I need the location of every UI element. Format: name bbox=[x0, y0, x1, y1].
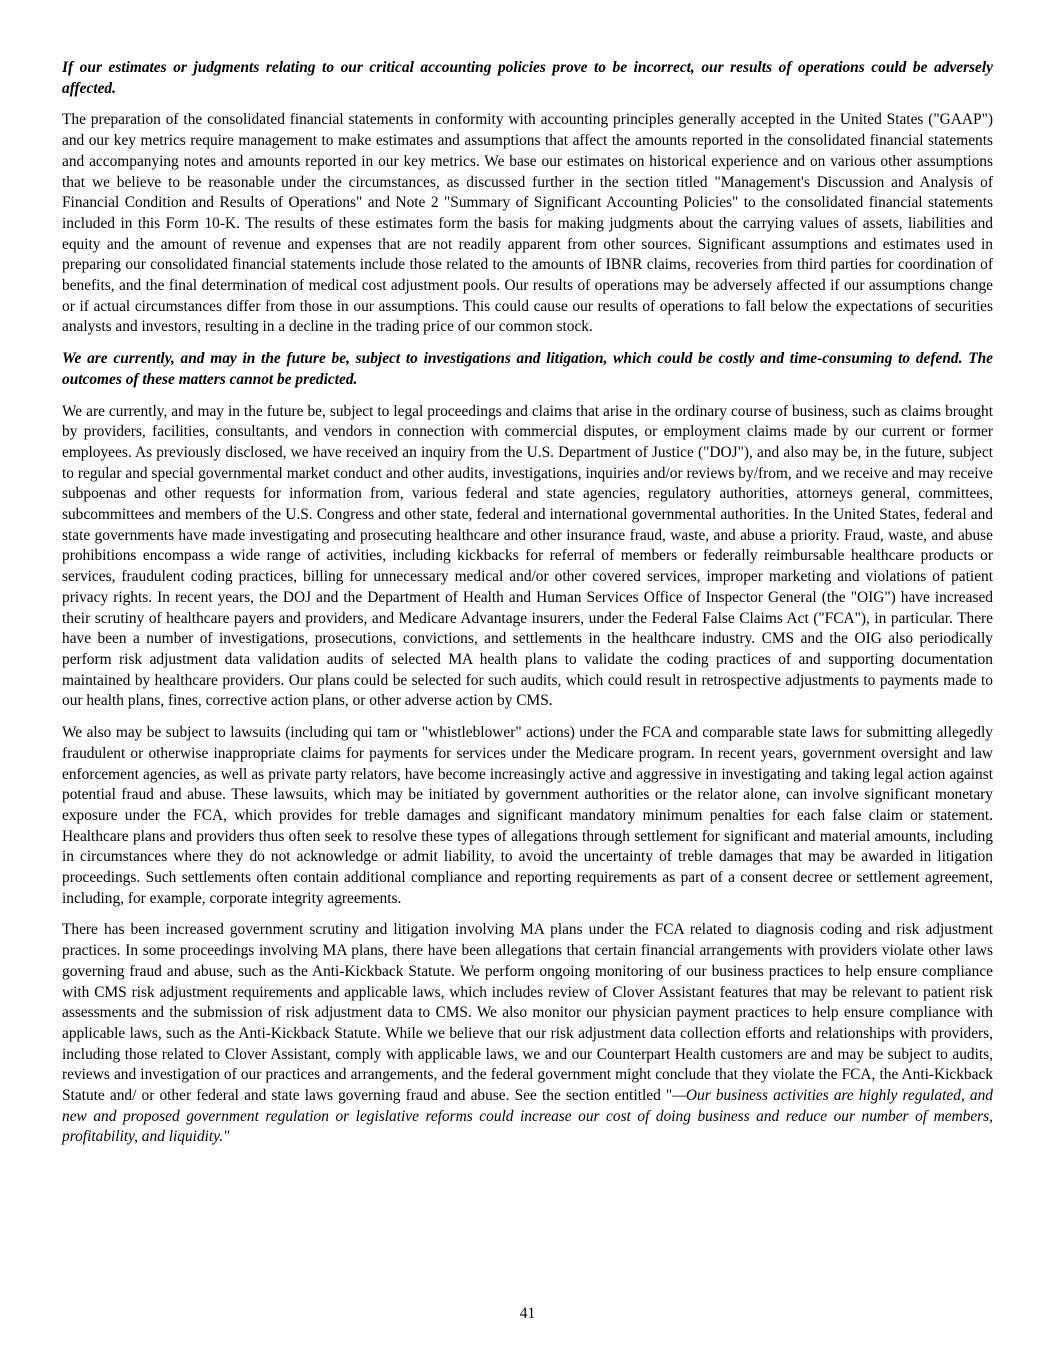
paragraph: The preparation of the consolidated financial statements in conformity with accounting principles generally accepted in the United States ("GAAP") and our key metrics require management to make estimates and assumptions that affect the amounts reported in the consolidated financial statements and accompanying notes and amounts reported in our key metrics. We base our estimates on historical experience and on various other assumptions that we believe to be reasonable under the circumstances, as discussed further in the section titled "Management's Discussion and Analysis of Financial Condition and Results of Operations" and Note 2 "Summary of Significant Accounting Policies" to the consolidated financial statements included in this Form 10-K. The results of these estimates form the basis for making judgments about the carrying values of assets, liabilities and equity and the amount of revenue and expenses that are not readily apparent from other sources. Significant assumptions and estimates used in preparing our consolidated financial statements include those related to the amounts of IBNR claims, recoveries from third parties for coordination of benefits, and the final determination of medical cost adjustment pools. Our results of operations may be adversely affected if our assumptions change or if actual circumstances differ from those in our assumptions. This could cause our results of operations to fall below the expectations of securities analysts and investors, resulting in a decline in the trading price of our common stock. bbox=[62, 111, 993, 336]
section-heading: If our estimates or judgments relating to our critical accounting policies prove to be incorrect, our results of operations could be adversely affected. bbox=[62, 59, 993, 97]
section-heading: We are currently, and may in the future be, subject to investigations and litigation, which could be costly and time-consuming to defend. The outcomes of these matters cannot be predicted. bbox=[62, 350, 993, 388]
paragraph bbox=[62, 920, 993, 1148]
document-page bbox=[62, 58, 993, 1159]
page-number: 41 bbox=[519, 1305, 536, 1322]
paragraph: We are currently, and may in the future be, subject to legal proceedings and claims that arise in the ordinary course of business, such as claims brought by providers, facilities, consultants, and vendors in connection with commercial disputes, or employment claims made by our current or former employees. As previously disclosed, we have received an inquiry from the U.S. Department of Justice ("DOJ"), and also may be, in the future, subject to regular and special governmental market conduct and other audits, investigations, inquiries and/or reviews by/from, and we receive and may receive subpoenas and other requests for information from, various federal and state agencies, regulatory authorities, attorneys general, committees, subcommittees and members of the U.S. Congress and other state, federal and international governmental authorities. In the United States, federal and state governments have made investigating and prosecuting healthcare and other insurance fraud, waste, and abuse a priority. Fraud, waste, and abuse prohibitions encompass a wide range of activities, including kickbacks for referral of members or federally reimbursable healthcare products or services, fraudulent coding practices, billing for unnecessary medical and/or other covered services, improper marketing and violations of patient privacy rights. In recent years, the DOJ and the Department of Health and Human Services Office of Inspector General (the "OIG") have increased their scrutiny of healthcare payers and providers, and Medicare Advantage insurers, under the Federal False Claims Act ("FCA"), in particular. There have been a number of investigations, prosecutions, convictions, and settlements in the healthcare industry. CMS and the OIG also periodically perform risk adjustment data validation audits of selected MA health plans to validate the coding practices of and supporting documentation maintained by healthcare providers. Our plans could be selected for such audits, which could result in retrospective adjustments to payments made to our health plans, fines, corrective action plans, or other adverse action by CMS. bbox=[62, 402, 993, 710]
paragraph-text: There has been increased government scrutiny and litigation involving MA plans under the FCA related to diagnosis coding and risk adjustment practices. In some proceedings involving MA plans, there have been allegations that certain financial arrangements with providers violate other laws governing fraud and abuse, such as the Anti-Kickback Statute. We perform ongoing monitoring of our business practices to help ensure compliance with CMS risk adjustment requirements and applicable laws, which includes review of Clover Assistant features that may be relevant to patient risk assessments and the submission of risk adjustment data to CMS. We also monitor our physician payment practices to help ensure compliance with applicable laws, such as the Anti-Kickback Statute. While we believe that our risk adjustment data collection efforts and relationships with providers, including those related to Clover Assistant, comply with applicable laws, we and our Counterpart Health customers are and may be subject to audits, reviews and investigation of our practices and arrangements, and the federal government might conclude that they violate the FCA, the Anti-Kickback Statute and/ or other federal and state laws governing fraud and abuse. See the section entitled " bbox=[62, 921, 993, 1105]
paragraph: We also may be subject to lawsuits (including qui tam or "whistleblower" actions) under the FCA and comparable state laws for submitting allegedly fraudulent or otherwise inappropriate claims for payments for services under the Medicare program. In recent years, government oversight and law enforcement agencies, as well as private party relators, have become increasingly active and aggressive in investigating and taking legal action against potential fraud and abuse. These lawsuits, which may be initiated by government authorities or the relator alone, can involve significant monetary exposure under the FCA, which provides for treble damages and significant mandatory minimum penalties for each false claim or statement. Healthcare plans and providers thus often seek to resolve these types of allegations through settlement for significant and material amounts, including in circumstances where they do not acknowledge or admit liability, to avoid the uncertainty of treble damages that may be awarded in litigation proceedings. Such settlements often contain additional compliance and reporting requirements as part of a consent decree or settlement agreement, including, for example, corporate integrity agreements. bbox=[62, 724, 993, 907]
section-cross-reference: —Our business activities are highly regulated, and new and proposed government regulation or legislative reforms could increase our cost of doing business and reduce our number of members, profitability, and liquidity." bbox=[62, 1087, 993, 1146]
